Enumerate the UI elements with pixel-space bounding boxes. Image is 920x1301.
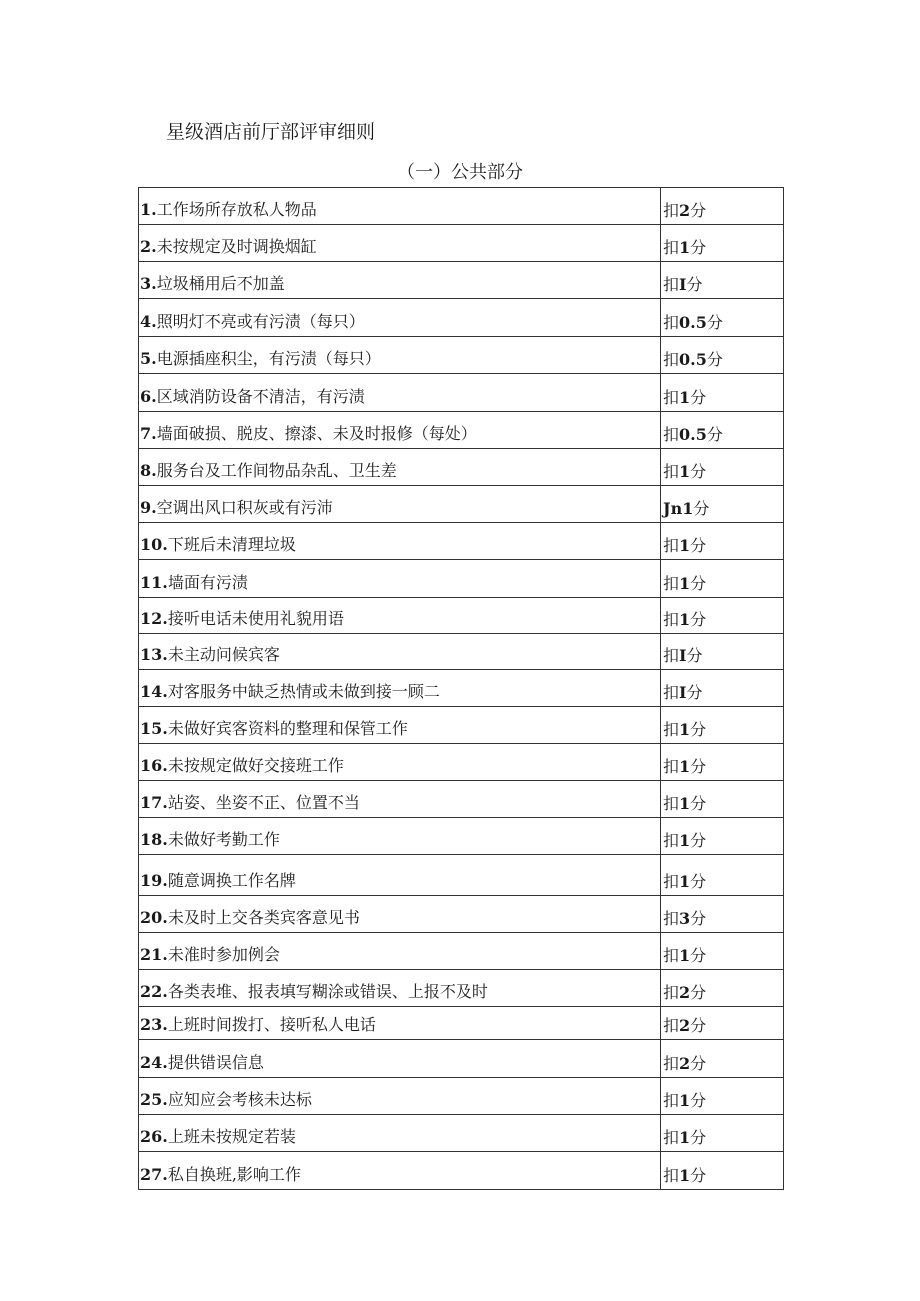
rule-number: 15. xyxy=(140,719,168,738)
rule-number: 11. xyxy=(140,573,168,592)
rule-score: 扣0.5分 xyxy=(661,337,784,374)
rule-number: 21. xyxy=(140,945,168,964)
rule-score: 扣1分 xyxy=(661,781,784,818)
table-row xyxy=(139,412,784,449)
rule-item-cell xyxy=(139,818,661,855)
rule-text: 应知应会考核未达标 xyxy=(167,1090,312,1109)
rule-text: 空调出风口积灰或有污沛 xyxy=(156,498,333,517)
table-row xyxy=(139,818,784,855)
rule-item-cell xyxy=(139,412,661,449)
rule-score: 扣2分 xyxy=(661,1040,784,1078)
table-row xyxy=(139,707,784,744)
table-row xyxy=(139,744,784,781)
rules-table-body xyxy=(139,188,784,1190)
rule-text: 服务台及工作间物品杂乱、卫生差 xyxy=(156,461,397,480)
rule-number: 6. xyxy=(140,387,157,406)
rule-number: 1. xyxy=(140,200,157,219)
rule-score: 扣1分 xyxy=(661,707,784,744)
rule-score: 扣1分 xyxy=(661,374,784,412)
rule-score: 扣I分 xyxy=(661,634,784,670)
rule-score: 扣1分 xyxy=(661,933,784,970)
rule-item-cell xyxy=(139,670,661,707)
document-title: 星级酒店前厅部评审细则 xyxy=(166,121,376,143)
rule-item-cell xyxy=(139,781,661,818)
rule-number: 16. xyxy=(140,756,168,775)
rule-number: 19. xyxy=(140,871,168,890)
table-row xyxy=(139,225,784,262)
rule-number: 20. xyxy=(140,908,168,927)
rule-score: 扣0.5分 xyxy=(661,299,784,337)
rule-number: 2. xyxy=(140,237,157,256)
rules-table xyxy=(138,187,784,1190)
rule-score: Jn1分 xyxy=(661,486,784,523)
rule-number: 10. xyxy=(140,535,168,554)
rule-number: 7. xyxy=(140,424,157,443)
table-row xyxy=(139,855,784,896)
rule-score: 扣1分 xyxy=(661,560,784,598)
rule-score: 扣2分 xyxy=(661,188,784,225)
rule-item-cell xyxy=(139,896,661,933)
rule-text: 上班未按规定若装 xyxy=(167,1127,296,1146)
table-row xyxy=(139,1152,784,1190)
rule-number: 22. xyxy=(140,982,168,1001)
rule-score: 扣3分 xyxy=(661,896,784,933)
rule-text: 接听电话未使用礼貌用语 xyxy=(167,609,344,628)
rule-item-cell xyxy=(139,598,661,634)
rule-score: 扣1分 xyxy=(661,744,784,781)
table-row xyxy=(139,1115,784,1152)
rule-number: 8. xyxy=(140,461,157,480)
rule-number: 27. xyxy=(140,1165,168,1184)
table-row xyxy=(139,523,784,560)
table-row xyxy=(139,634,784,670)
rule-item-cell xyxy=(139,1152,661,1190)
rule-item-cell xyxy=(139,970,661,1007)
rule-number: 26. xyxy=(140,1127,168,1146)
table-row xyxy=(139,598,784,634)
rule-item-cell xyxy=(139,299,661,337)
rule-score: 扣1分 xyxy=(661,818,784,855)
table-row xyxy=(139,188,784,225)
rule-score: 扣0.5分 xyxy=(661,412,784,449)
rule-number: 5. xyxy=(140,349,157,368)
table-row xyxy=(139,486,784,523)
section-title: （一）公共部分 xyxy=(397,162,523,183)
rule-score: 扣2分 xyxy=(661,1007,784,1040)
rule-number: 18. xyxy=(140,830,168,849)
table-row xyxy=(139,299,784,337)
rule-text: 未做好宾客资料的整理和保管工作 xyxy=(167,719,408,738)
rule-item-cell xyxy=(139,1115,661,1152)
rule-text: 垃圾桶用后不加盖 xyxy=(156,274,285,293)
rule-score: 扣1分 xyxy=(661,598,784,634)
rule-item-cell xyxy=(139,1078,661,1115)
rule-score: 扣1分 xyxy=(661,1115,784,1152)
rule-score: 扣1分 xyxy=(661,1078,784,1115)
table-row xyxy=(139,262,784,299)
rule-number: 14. xyxy=(140,682,168,701)
rule-text: 未准时参加例会 xyxy=(167,945,280,964)
rule-item-cell xyxy=(139,634,661,670)
rule-item-cell xyxy=(139,449,661,486)
rule-number: 4. xyxy=(140,312,157,331)
rule-text: 电源插座积尘，有污渍（每只） xyxy=(156,349,381,368)
table-row xyxy=(139,970,784,1007)
table-row xyxy=(139,1007,784,1040)
rule-item-cell xyxy=(139,262,661,299)
rule-text: 提供错误信息 xyxy=(167,1053,264,1072)
rule-score: 扣I分 xyxy=(661,670,784,707)
table-row xyxy=(139,1040,784,1078)
table-row xyxy=(139,781,784,818)
rule-item-cell xyxy=(139,933,661,970)
table-row xyxy=(139,670,784,707)
rule-text: 私自换班,影响工作 xyxy=(167,1165,301,1184)
rule-text: 未主动问候宾客 xyxy=(167,645,280,664)
table-row xyxy=(139,560,784,598)
rule-score: 扣1分 xyxy=(661,523,784,560)
rule-item-cell xyxy=(139,707,661,744)
rule-score: 扣1分 xyxy=(661,855,784,896)
rule-text: 站姿、坐姿不正、位置不当 xyxy=(167,793,360,812)
rule-text: 未及时上交各类宾客意见书 xyxy=(167,908,360,927)
rule-text: 未按规定及时调换烟缸 xyxy=(156,237,317,256)
table-row xyxy=(139,449,784,486)
rule-text: 未按规定做好交接班工作 xyxy=(167,756,344,775)
table-row xyxy=(139,933,784,970)
rule-score: 扣2分 xyxy=(661,970,784,1007)
rule-text: 上班时间拨打、接听私人电话 xyxy=(167,1015,376,1034)
table-row xyxy=(139,374,784,412)
rule-number: 12. xyxy=(140,609,168,628)
rule-text: 照明灯不亮或有污渍（每只） xyxy=(156,312,365,331)
rule-item-cell xyxy=(139,374,661,412)
rule-item-cell xyxy=(139,523,661,560)
rule-score: 扣1分 xyxy=(661,1152,784,1190)
rule-item-cell xyxy=(139,560,661,598)
rule-text: 对客服务中缺乏热情或未做到接一顾二 xyxy=(167,682,440,701)
rule-item-cell xyxy=(139,337,661,374)
rule-item-cell xyxy=(139,225,661,262)
table-row xyxy=(139,337,784,374)
rule-number: 25. xyxy=(140,1090,168,1109)
rule-number: 9. xyxy=(140,498,157,517)
rule-text: 下班后未清理垃圾 xyxy=(167,535,296,554)
rule-item-cell xyxy=(139,1040,661,1078)
rule-number: 23. xyxy=(140,1015,168,1034)
table-row xyxy=(139,896,784,933)
rule-score: 扣I分 xyxy=(661,262,784,299)
rule-score: 扣1分 xyxy=(661,225,784,262)
rule-text: 墙面有污渍 xyxy=(167,573,248,592)
rule-number: 13. xyxy=(140,645,168,664)
rule-item-cell xyxy=(139,855,661,896)
rule-number: 17. xyxy=(140,793,168,812)
rule-text: 未做好考勤工作 xyxy=(167,830,280,849)
rule-text: 工作场所存放私人物品 xyxy=(156,200,317,219)
rule-item-cell xyxy=(139,188,661,225)
rule-item-cell xyxy=(139,744,661,781)
rule-number: 24. xyxy=(140,1053,168,1072)
rule-text: 各类表堆、报表填写糊涂或错误、上报不及时 xyxy=(167,982,488,1001)
rule-item-cell xyxy=(139,1007,661,1040)
table-row xyxy=(139,1078,784,1115)
rule-text: 随意调换工作名牌 xyxy=(167,871,296,890)
rule-text: 墙面破损、脱皮、擦漆、未及时报修（每处） xyxy=(156,424,477,443)
rule-score: 扣1分 xyxy=(661,449,784,486)
rule-item-cell xyxy=(139,486,661,523)
rule-text: 区域消防设备不清洁，有污渍 xyxy=(156,387,365,406)
rule-number: 3. xyxy=(140,274,157,293)
